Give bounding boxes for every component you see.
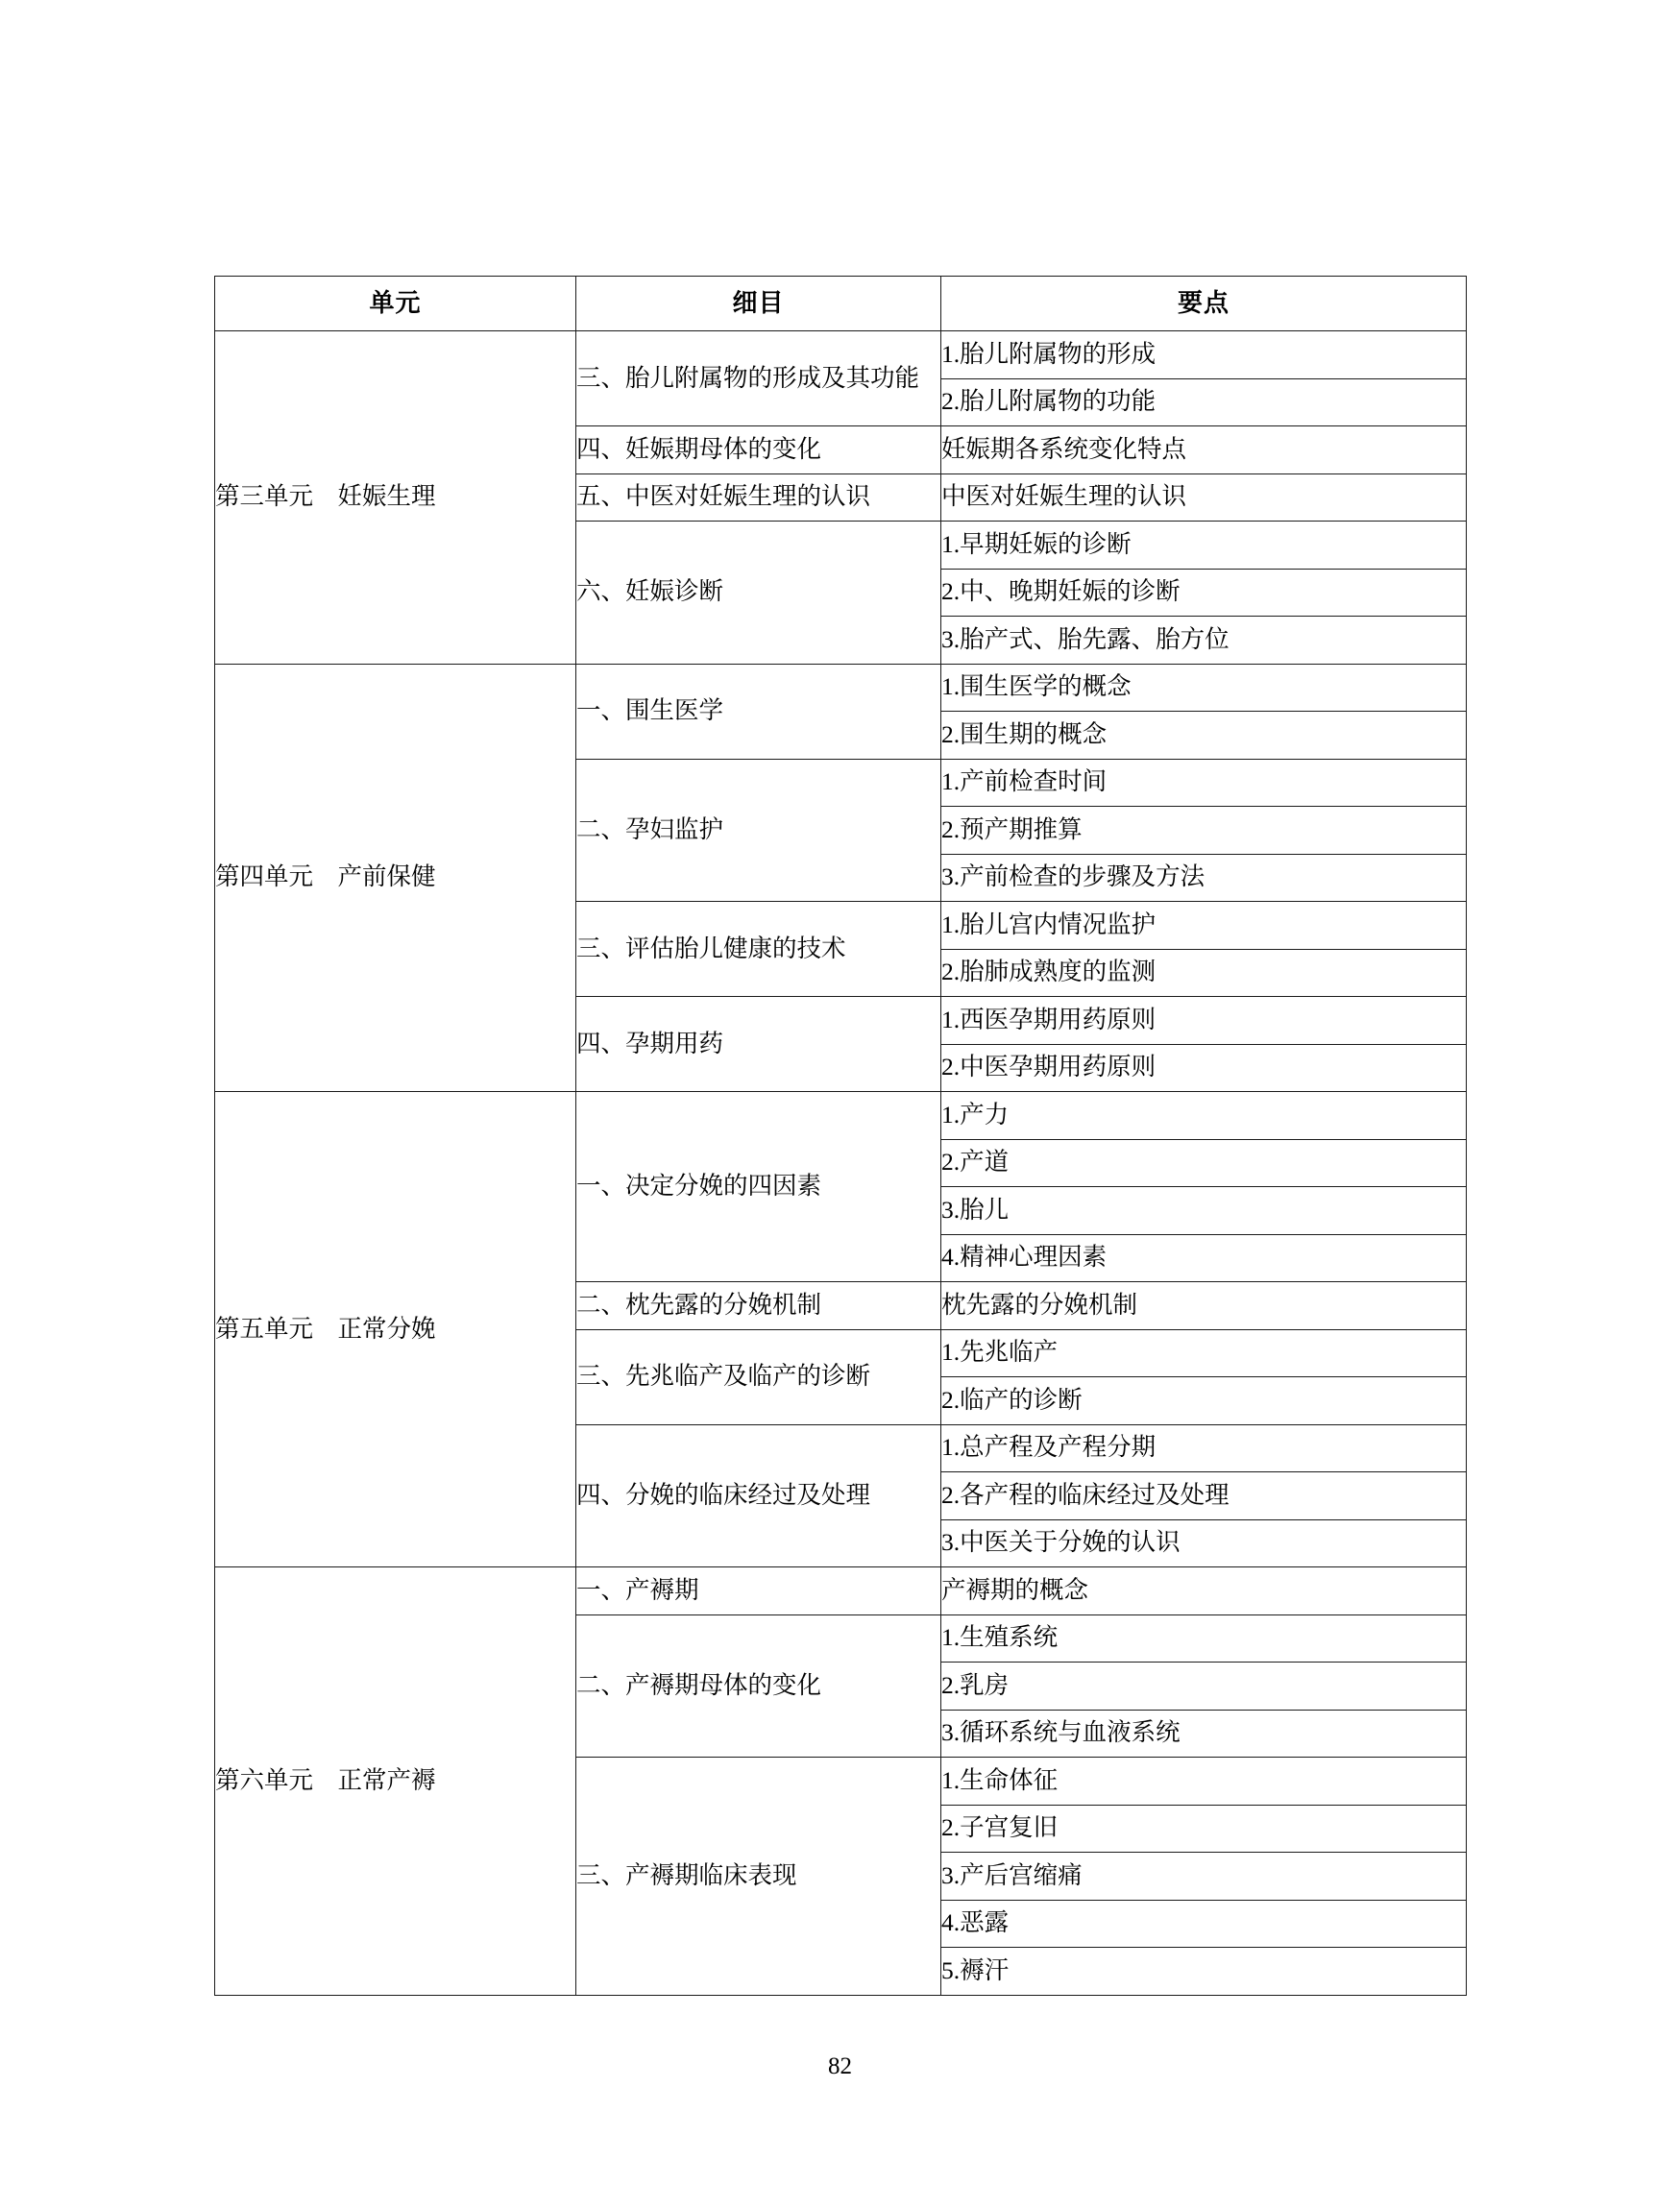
table-row [215, 331, 1467, 379]
point-label: 2.胎儿附属物的功能 [941, 387, 1157, 416]
point-cell [941, 1092, 1467, 1140]
detail-cell [576, 759, 941, 902]
point-cell [941, 617, 1467, 665]
unit-label: 第四单元 产前保健 [215, 862, 436, 891]
syllabus-table [214, 276, 1467, 1996]
detail-label: 一、产褥期 [576, 1575, 699, 1604]
point-label: 1.总产程及产程分期 [941, 1433, 1157, 1462]
point-cell [941, 1234, 1467, 1282]
syllabus-table-container [214, 276, 1466, 1996]
point-cell [941, 997, 1467, 1045]
detail-cell [576, 473, 941, 522]
detail-cell [576, 1758, 941, 1996]
point-cell [941, 1758, 1467, 1806]
table-row [215, 664, 1467, 712]
point-label: 2.各产程的临床经过及处理 [941, 1480, 1230, 1509]
detail-label: 二、产褥期母体的变化 [576, 1670, 822, 1699]
detail-label: 五、中医对妊娠生理的认识 [576, 482, 871, 511]
point-cell [941, 378, 1467, 426]
point-label: 产褥期的概念 [941, 1575, 1089, 1604]
detail-label: 四、妊娠期母体的变化 [576, 434, 822, 463]
point-label: 2.产道 [941, 1148, 1010, 1177]
detail-label: 二、孕妇监护 [576, 814, 724, 843]
point-cell [941, 1329, 1467, 1377]
unit-cell [215, 1567, 576, 1996]
point-label: 1.胎儿宫内情况监护 [941, 910, 1157, 938]
point-cell [941, 1710, 1467, 1758]
point-label: 1.胎儿附属物的形成 [941, 339, 1157, 368]
detail-cell [576, 522, 941, 665]
point-cell [941, 522, 1467, 570]
point-cell [941, 1948, 1467, 1996]
point-label: 2.胎肺成熟度的监测 [941, 958, 1157, 986]
point-label: 1.围生医学的概念 [941, 672, 1132, 701]
column-header-unit: 单元 [215, 277, 576, 331]
point-cell [941, 426, 1467, 474]
point-label: 2.中、晚期妊娠的诊断 [941, 577, 1181, 606]
point-cell [941, 1377, 1467, 1425]
point-label: 枕先露的分娩机制 [941, 1290, 1138, 1319]
point-label: 妊娠期各系统变化特点 [941, 434, 1187, 463]
point-cell [941, 1805, 1467, 1853]
table-header-row [215, 277, 1467, 331]
point-label: 1.生殖系统 [941, 1623, 1059, 1652]
point-cell [941, 1187, 1467, 1235]
point-cell [941, 1567, 1467, 1615]
point-cell [941, 1614, 1467, 1663]
point-label: 4.精神心理因素 [941, 1243, 1108, 1272]
point-cell [941, 1663, 1467, 1711]
point-cell [941, 569, 1467, 617]
point-label: 中医对妊娠生理的认识 [941, 482, 1187, 511]
detail-label: 三、胎儿附属物的形成及其功能 [576, 363, 920, 392]
point-label: 2.预产期推算 [941, 814, 1083, 843]
point-label: 3.循环系统与血液系统 [941, 1718, 1181, 1747]
detail-label: 六、妊娠诊断 [576, 577, 724, 606]
point-label: 2.乳房 [941, 1670, 1010, 1699]
point-cell [941, 1472, 1467, 1520]
detail-cell [576, 1424, 941, 1567]
detail-cell [576, 1614, 941, 1758]
detail-cell [576, 1092, 941, 1282]
detail-cell [576, 902, 941, 997]
point-cell [941, 1900, 1467, 1948]
unit-cell [215, 331, 576, 665]
point-cell [941, 807, 1467, 855]
point-label: 1.西医孕期用药原则 [941, 1005, 1157, 1033]
detail-label: 四、分娩的临床经过及处理 [576, 1480, 871, 1509]
unit-label: 第三单元 妊娠生理 [215, 482, 436, 511]
point-label: 2.围生期的概念 [941, 719, 1108, 748]
point-label: 3.产前检查的步骤及方法 [941, 862, 1205, 891]
detail-label: 三、先兆临产及临产的诊断 [576, 1362, 871, 1391]
point-cell [941, 854, 1467, 902]
point-label: 3.中医关于分娩的认识 [941, 1528, 1181, 1557]
detail-label: 四、孕期用药 [576, 1029, 724, 1057]
table-body [215, 331, 1467, 1996]
point-cell [941, 331, 1467, 379]
unit-label: 第五单元 正常分娩 [215, 1314, 436, 1343]
point-label: 3.胎儿 [941, 1195, 1010, 1224]
point-cell [941, 664, 1467, 712]
table-header [215, 277, 1467, 331]
detail-cell [576, 664, 941, 759]
detail-cell [576, 1282, 941, 1330]
point-cell [941, 1044, 1467, 1092]
point-cell [941, 1282, 1467, 1330]
detail-label: 一、决定分娩的四因素 [576, 1172, 822, 1201]
point-label: 1.产力 [941, 1100, 1010, 1129]
column-header-detail: 细目 [576, 277, 941, 331]
point-cell [941, 1424, 1467, 1472]
point-label: 1.早期妊娠的诊断 [941, 529, 1132, 558]
point-label: 1.生命体征 [941, 1765, 1059, 1794]
detail-cell [576, 426, 941, 474]
point-label: 5.褥汗 [941, 1955, 1010, 1984]
point-label: 4.恶露 [941, 1908, 1010, 1937]
point-label: 2.子宫复旧 [941, 1813, 1059, 1842]
table-row [215, 1092, 1467, 1140]
unit-label: 第六单元 正常产褥 [215, 1765, 436, 1794]
detail-label: 三、评估胎儿健康的技术 [576, 934, 846, 962]
detail-cell [576, 997, 941, 1092]
point-label: 2.临产的诊断 [941, 1385, 1083, 1414]
detail-label: 二、枕先露的分娩机制 [576, 1290, 822, 1319]
detail-label: 一、围生医学 [576, 696, 724, 725]
point-label: 3.产后宫缩痛 [941, 1860, 1083, 1889]
table-row [215, 1567, 1467, 1615]
unit-cell [215, 664, 576, 1092]
point-cell [941, 1853, 1467, 1901]
detail-cell [576, 1567, 941, 1615]
detail-cell [576, 1329, 941, 1424]
point-label: 3.胎产式、胎先露、胎方位 [941, 624, 1230, 653]
point-label: 1.产前检查时间 [941, 767, 1108, 796]
point-label: 1.先兆临产 [941, 1338, 1059, 1367]
point-cell [941, 473, 1467, 522]
point-cell [941, 902, 1467, 950]
point-cell [941, 1139, 1467, 1187]
point-cell [941, 1519, 1467, 1567]
column-header-point: 要点 [941, 277, 1467, 331]
point-label: 2.中医孕期用药原则 [941, 1053, 1157, 1081]
unit-cell [215, 1092, 576, 1567]
page-number: 82 [828, 2053, 852, 2079]
detail-label: 三、产褥期临床表现 [576, 1860, 797, 1889]
point-cell [941, 712, 1467, 760]
detail-cell [576, 331, 941, 426]
point-cell [941, 949, 1467, 997]
point-cell [941, 759, 1467, 807]
